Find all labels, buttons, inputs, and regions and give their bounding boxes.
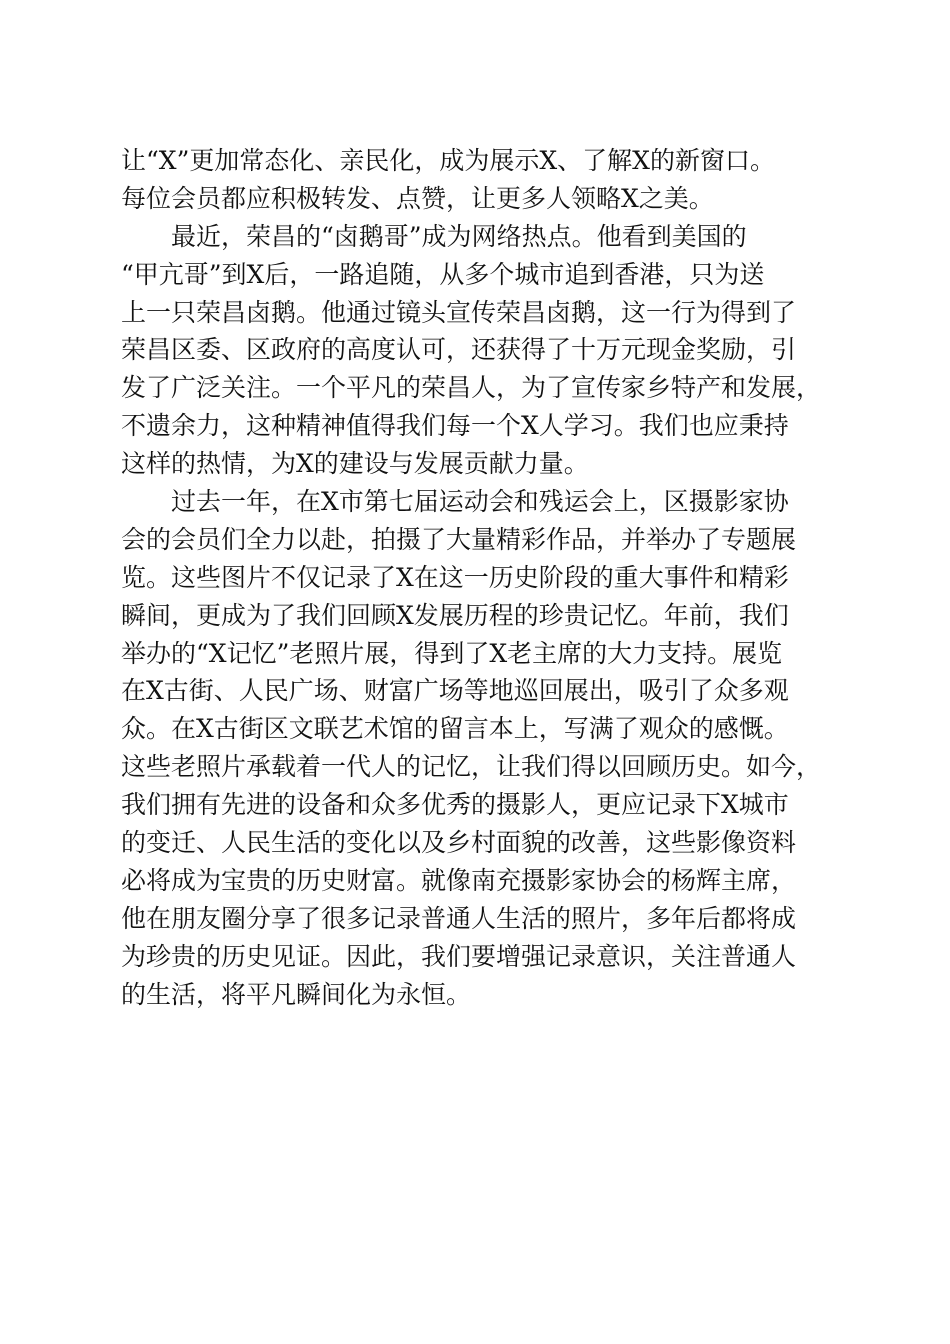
text-line: 在X古街、人民广场、财富广场等地巡回展出，吸引了众多观 (121, 676, 789, 706)
body-text (121, 142, 841, 1013)
paragraph-1 (121, 142, 841, 218)
text-line: 览。这些图片不仅记录了X在这一历史阶段的重大事件和精彩 (121, 562, 789, 592)
paragraph-3 (121, 483, 841, 1013)
text-line: 瞬间，更成为了我们回顾X发展历程的珍贵记忆。年前，我们 (121, 600, 789, 630)
text-line: 让“X”更加常态化、亲民化，成为展示X、了解X的新窗口。 (121, 146, 775, 175)
text-line: “甲亢哥”到X后，一路追随，从多个城市追到香港，只为送 (121, 259, 765, 289)
text-line: 的变迁、人民生活的变化以及乡村面貌的改善，这些影像资料 (121, 828, 797, 858)
text-line: 必将成为宝贵的历史财富。就像南充摄影家协会的杨辉主席， (121, 865, 797, 895)
text-line: 不遗余力，这种精神值得我们每一个X人学习。我们也应秉持 (121, 411, 789, 441)
text-line: 最近，荣昌的“卤鹅哥”成为网络热点。他看到美国的 (171, 221, 747, 251)
text-line: 每位会员都应积极转发、点赞，让更多人领略X之美。 (121, 183, 714, 213)
text-line: 举办的“X记忆”老照片展，得到了X老主席的大力支持。展览 (121, 638, 783, 668)
text-line: 这样的热情，为X的建设与发展贡献力量。 (121, 449, 589, 479)
text-line: 发了广泛关注。一个平凡的荣昌人，为了宣传家乡特产和发展， (121, 373, 822, 403)
text-line: 他在朋友圈分享了很多记录普通人生活的照片，多年后都将成 (121, 903, 797, 933)
text-line: 过去一年，在X市第七届运动会和残运会上，区摄影家协 (171, 487, 789, 517)
text-line: 这些老照片承载着一代人的记忆，让我们得以回顾历史。如今， (121, 752, 822, 782)
paragraph-2 (121, 218, 841, 483)
text-line: 我们拥有先进的设备和众多优秀的摄影人，更应记录下X城市 (121, 790, 789, 820)
text-line: 会的会员们全力以赴，拍摄了大量精彩作品，并举办了专题展 (121, 524, 797, 554)
text-line: 上一只荣昌卤鹅。他通过镜头宣传荣昌卤鹅，这一行为得到了 (121, 297, 797, 327)
text-line: 荣昌区委、区政府的高度认可，还获得了十万元现金奖励，引 (121, 335, 797, 365)
text-line: 的生活，将平凡瞬间化为永恒。 (121, 979, 472, 1009)
text-line: 众。在X古街区文联艺术馆的留言本上，写满了观众的感慨。 (121, 714, 789, 744)
text-line: 为珍贵的历史见证。因此，我们要增强记录意识，关注普通人 (121, 941, 797, 971)
